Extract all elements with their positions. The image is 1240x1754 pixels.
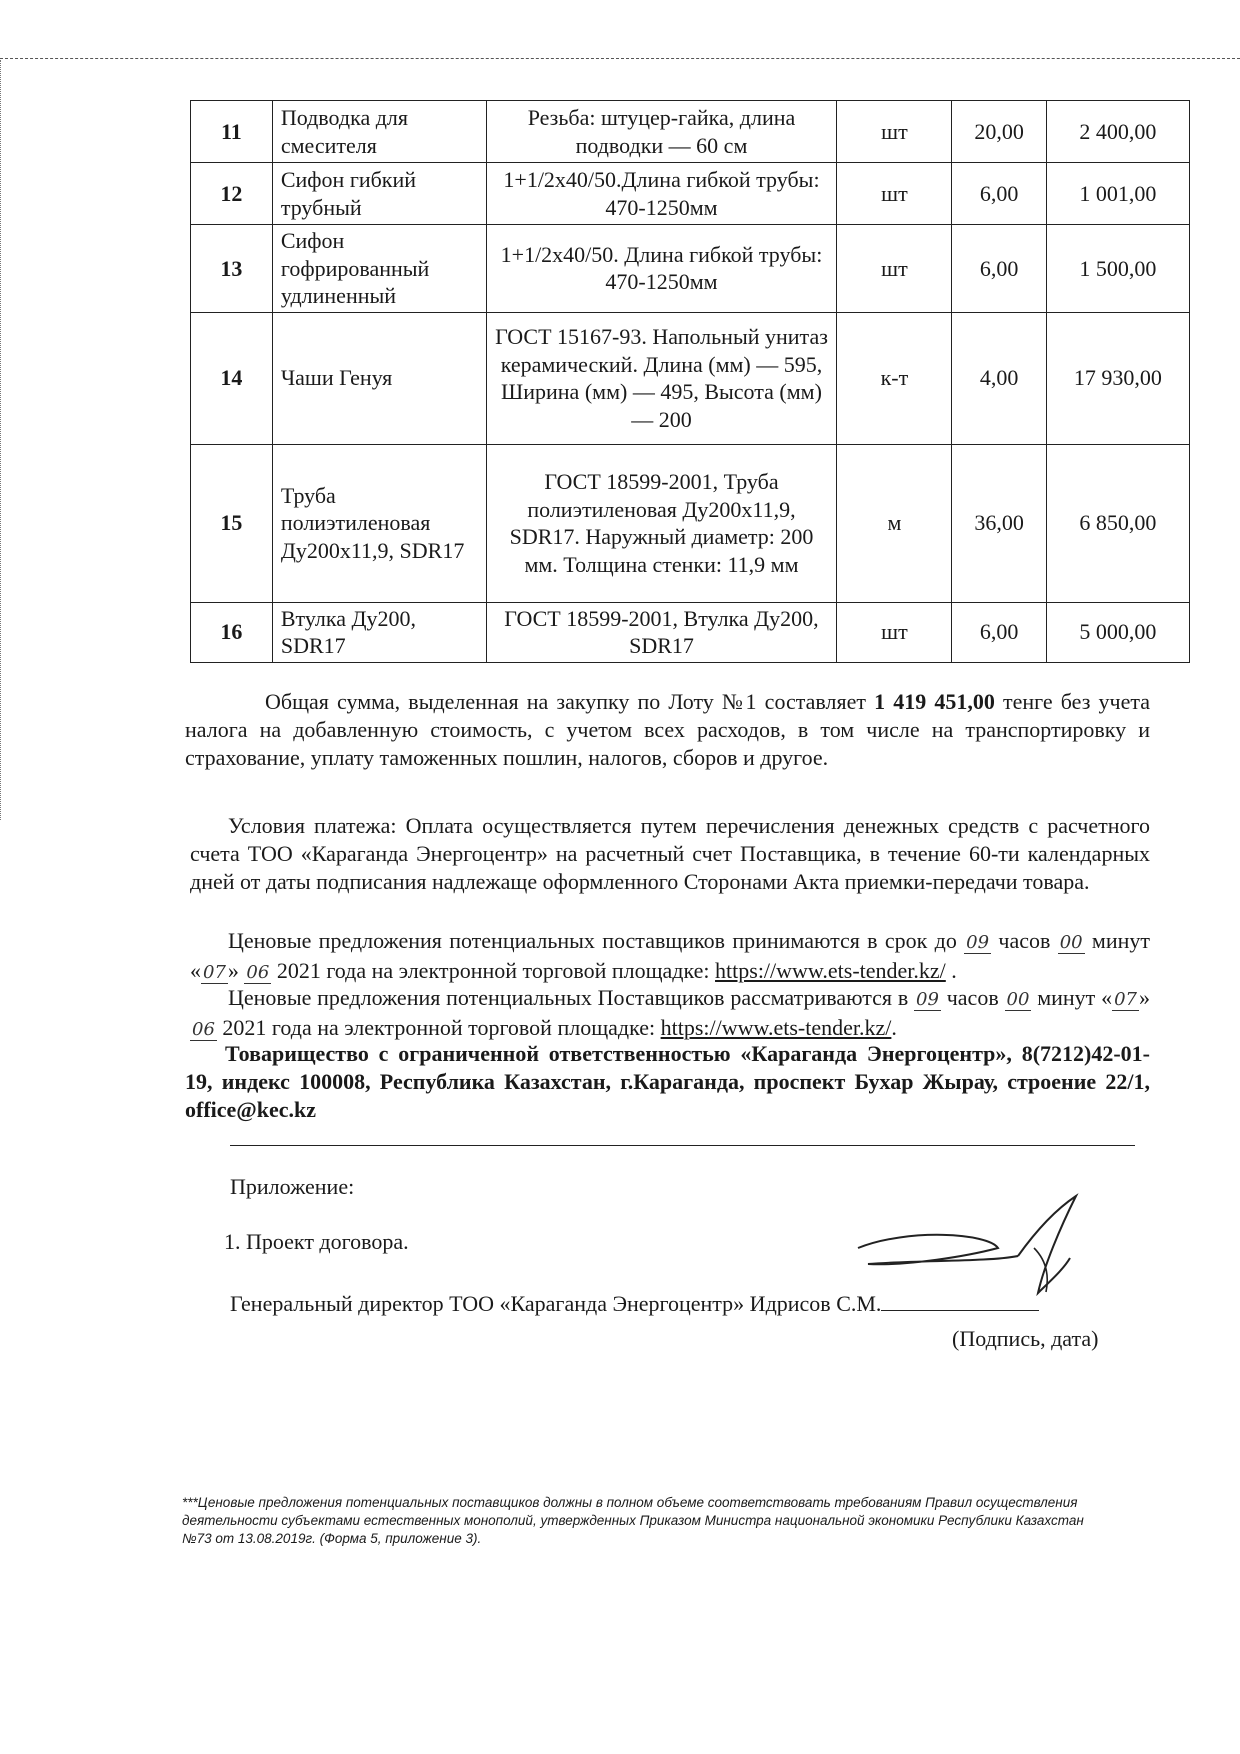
review-text-5: 2021 года на электронной торговой площадке:: [216, 1015, 661, 1040]
item-quantity: 6,00: [952, 225, 1046, 313]
scan-left-margin: [0, 60, 7, 820]
accept-minute-handwritten: 00: [1059, 932, 1083, 953]
handwritten-signature: [848, 1188, 1108, 1303]
item-specification: 1+1/2х40/50. Длина гибкой трубы: 470-1250мм: [486, 225, 837, 313]
item-quantity: 20,00: [952, 101, 1046, 163]
item-specification: 1+1/2х40/50.Длина гибкой трубы: 470-1250мм: [486, 163, 837, 225]
item-unit: м: [837, 444, 952, 602]
review-month-handwritten: 06: [192, 1019, 215, 1040]
table-row: [191, 444, 1190, 602]
review-hour-handwritten: 09: [916, 989, 939, 1010]
accept-text-1: Ценовые предложения потенциальных поставщиков принимаются в срок до: [228, 928, 965, 953]
accept-text-3: минут «: [190, 928, 1150, 983]
item-price: 1 001,00: [1046, 163, 1189, 225]
total-text-after: тенге без учета налога на добавленную стоимость, с учетом всех расходов, в том числе на транспортировку и страхование, уплату таможенных пошлин, налогов, сборов и другое.: [185, 689, 1151, 770]
review-minute-handwritten: 00: [1006, 989, 1030, 1010]
row-number: 16: [191, 602, 273, 662]
item-name: Подводка для смесителя: [272, 101, 486, 163]
total-text-before: Общая сумма, выделенная на закупку по Лоту №1 составляет: [265, 689, 875, 714]
review-text-2: часов: [940, 985, 1005, 1010]
item-unit: шт: [837, 225, 952, 313]
item-specification: Резьба: штуцер-гайка, длина подводки — 60 см: [486, 101, 837, 163]
row-number: 14: [191, 312, 273, 444]
item-quantity: 36,00: [952, 444, 1046, 602]
total-amount-paragraph: [185, 688, 1150, 772]
table-row: [191, 602, 1190, 662]
row-number: 13: [191, 225, 273, 313]
item-name: Сифон гибкий трубный: [272, 163, 486, 225]
review-deadline-paragraph: [190, 984, 1150, 1044]
appendix-title: Приложение:: [230, 1174, 355, 1199]
review-platform-link[interactable]: https://www.ets-tender.kz/: [660, 1015, 892, 1040]
item-name: Труба полиэтиленовая Ду200х11,9, SDR17: [272, 444, 486, 602]
separator-line: [230, 1145, 1135, 1146]
accept-hour-handwritten: 09: [966, 932, 990, 953]
row-number: 15: [191, 444, 273, 602]
item-price: 1 500,00: [1046, 225, 1189, 313]
footnote: ***Ценовые предложения потенциальных поставщиков должны в полном объеме соответствовать требованиям Правил осуществления деятельности субъектами естественных монополий, утвержденных Приказом Министра национальной экономики Республики Казахстан №73 от 13.08.2019г. (Форма 5, приложение 3).: [182, 1495, 1084, 1546]
item-unit: шт: [837, 101, 952, 163]
table-row: [191, 312, 1190, 444]
item-name: Втулка Ду200, SDR17: [272, 602, 486, 662]
item-quantity: 4,00: [952, 312, 1046, 444]
items-table-body: [191, 101, 1190, 663]
acceptance-deadline-paragraph: [190, 927, 1150, 987]
total-amount: 1 419 451,00: [874, 689, 995, 714]
review-text-3: минут «: [1031, 985, 1113, 1010]
item-quantity: 6,00: [952, 602, 1046, 662]
items-table: [190, 100, 1190, 663]
item-name: Сифон гофрированный удлиненный: [272, 225, 486, 313]
accept-text-6: .: [945, 958, 957, 983]
accept-month-handwritten: 06: [246, 962, 270, 983]
table-row: [191, 101, 1190, 163]
review-text-6: .: [891, 1015, 897, 1040]
item-name: Чаши Генуя: [272, 312, 486, 444]
accept-platform-link[interactable]: https://www.ets-tender.kz/: [715, 958, 946, 983]
payment-terms-paragraph: Условия платежа: Оплата осуществляется путем перечисления денежных средств с расчетного счета ТОО «Караганда Энергоцентр» на расчетный счет Поставщика, в течение 60-ти календарных дней от даты подписания надлежаще оформленного Сторонами Акта приемки-передачи товара.: [190, 813, 1150, 894]
item-price: 6 850,00: [1046, 444, 1189, 602]
company-details: Товарищество с ограниченной ответственностью «Караганда Энергоцентр», 8(7212)42-01-19, индекс 100008, Республика Казахстан, г.Караганда, проспект Бухар Жырау, строение 22/1, office@kec.kz: [185, 1041, 1150, 1122]
row-number: 12: [191, 163, 273, 225]
scan-top-border: [0, 58, 1240, 59]
row-number: 11: [191, 101, 273, 163]
item-unit: шт: [837, 163, 952, 225]
signature-caption: (Подпись, дата): [952, 1326, 1099, 1351]
item-unit: шт: [837, 602, 952, 662]
table-row: [191, 163, 1190, 225]
item-price: 2 400,00: [1046, 101, 1189, 163]
review-text-1: Ценовые предложения потенциальных Поставщиков рассматриваются в: [228, 985, 915, 1010]
item-specification: ГОСТ 18599-2001, Труба полиэтиленовая Ду200х11,9, SDR17. Наружный диаметр: 200 мм. Толщина стенки: 11,9 мм: [486, 444, 837, 602]
item-unit: к-т: [837, 312, 952, 444]
accept-text-2: часов: [991, 928, 1058, 953]
review-day-handwritten: 07: [1114, 989, 1137, 1010]
review-text-4: »: [1139, 985, 1150, 1010]
accept-text-5: 2021 года на электронной торговой площадке:: [271, 958, 716, 983]
item-price: 17 930,00: [1046, 312, 1189, 444]
item-specification: ГОСТ 15167-93. Напольный унитаз керамический. Длина (мм) — 595, Ширина (мм) — 495, Высота (мм) — 200: [486, 312, 837, 444]
item-quantity: 6,00: [952, 163, 1046, 225]
accept-day-handwritten: 07: [203, 962, 226, 983]
director-name: Генеральный директор ТОО «Караганда Энергоцентр» Идрисов С.М.: [230, 1291, 882, 1316]
table-row: [191, 225, 1190, 313]
accept-text-4: »: [227, 958, 245, 983]
item-price: 5 000,00: [1046, 602, 1189, 662]
appendix-item-1: 1. Проект договора.: [224, 1229, 409, 1254]
item-specification: ГОСТ 18599-2001, Втулка Ду200, SDR17: [486, 602, 837, 662]
